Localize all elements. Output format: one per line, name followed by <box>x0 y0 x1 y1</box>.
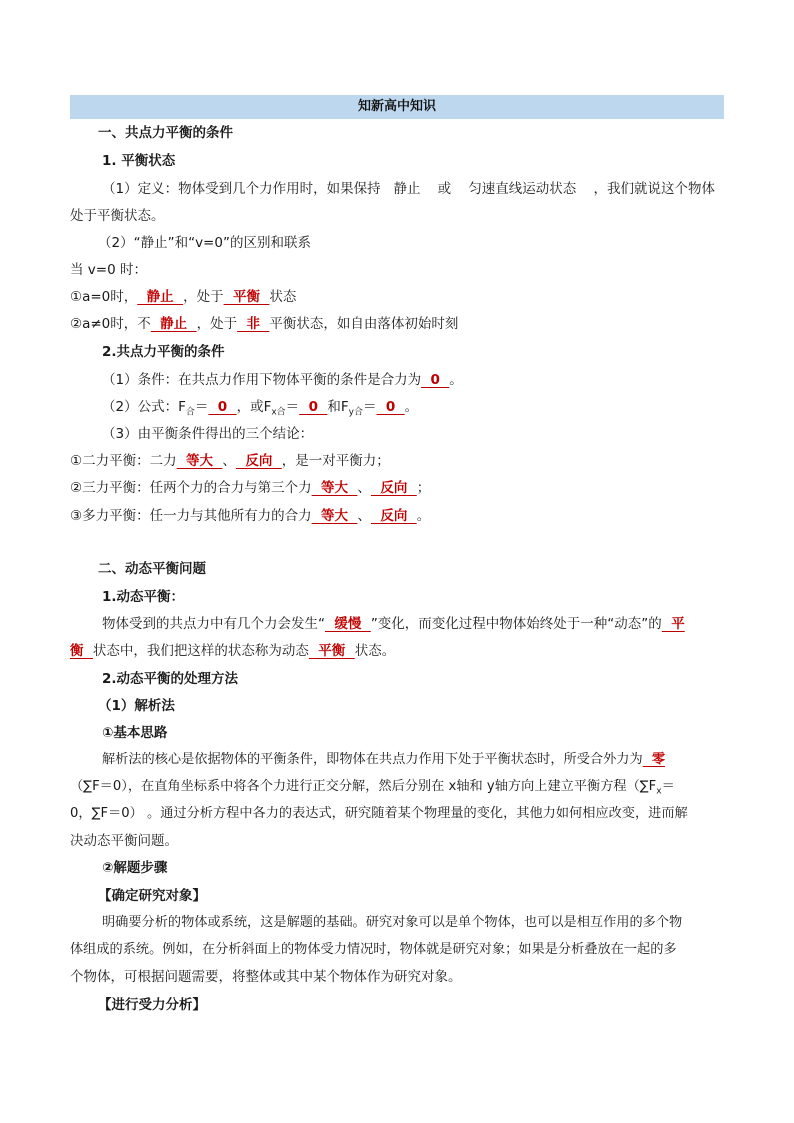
definition-line-2: 处于平衡状态。 <box>70 208 165 224</box>
text: ③多力平衡：任一力与其他所有力的合力 <box>70 508 312 524</box>
answer: 平衡 <box>223 289 270 305</box>
answer: 等大 <box>176 453 223 469</box>
three-conclusions: （3）由平衡条件得出的三个结论： <box>102 426 314 442</box>
definition-line <box>70 180 725 198</box>
step-force-analysis: 【进行受力分析】 <box>98 997 206 1013</box>
answer: 反向 <box>235 453 282 469</box>
answer: 静止 <box>150 316 197 332</box>
text: ，处于 <box>196 316 238 332</box>
text: ，或F <box>236 399 272 415</box>
subsection-dynamic-balance: 1.动态平衡： <box>102 589 185 605</box>
text: ”变化，而变化过程中物体始终处于一种“动态”的 <box>370 616 662 632</box>
subscript: x合 <box>271 407 286 418</box>
text: 。 <box>404 399 419 415</box>
text: 、 <box>357 508 371 524</box>
text: ，我们就说这个物体 <box>593 181 715 197</box>
text: 状态 <box>269 289 297 305</box>
step-determine-object: 【确定研究对象】 <box>98 888 206 904</box>
answer: 静止 <box>137 289 184 305</box>
text: （1）条件：在共点力作用下物体平衡的条件是合力为 <box>102 372 422 388</box>
subsection-methods: 2.动态平衡的处理方法 <box>102 671 239 687</box>
text: 匀速直线运动状态 <box>468 181 577 197</box>
condition-line <box>70 371 725 389</box>
section-1-title: 一、共点力平衡的条件 <box>98 125 233 141</box>
text: 物体受到的共点力中有几个力会发生“ <box>102 616 325 632</box>
paragraph-1-line-2 <box>70 778 725 801</box>
answer: 反向 <box>370 480 417 496</box>
paragraph-2-line-1: 明确要分析的物体或系统，这是解题的基础。研究对象可以是单个物体，也可以是相互作用的多个物 <box>102 915 683 930</box>
basic-idea: ①基本思路 <box>102 725 168 741</box>
subscript: x <box>656 786 662 797</box>
answer: 0 <box>421 372 450 388</box>
text: ①a=0时， <box>70 289 138 305</box>
section-header-bar: 知新高中知识 <box>70 95 724 119</box>
paragraph-1-line-4: 决动态平衡问题。 <box>70 833 178 849</box>
answer: 反向 <box>370 508 417 524</box>
answer: 平 <box>661 616 685 632</box>
answer: 0 <box>376 399 405 415</box>
text: （∑F＝0），在直角坐标系中将各个力进行正交分解，然后分别在 x轴和 y轴方向上建立平衡方程（∑F <box>70 779 657 794</box>
answer: 缓慢 <box>325 616 371 632</box>
text: 解析法的核心是依据物体的平衡条件，即物体在共点力作用下处于平衡状态时，所受合外力为 <box>102 752 643 767</box>
text: 状态中，我们把这样的状态称为动态 <box>92 643 309 659</box>
conclusion-3 <box>70 507 725 525</box>
text: ＝ <box>194 399 209 415</box>
text: ，处于 <box>183 289 224 305</box>
subsection-balance-condition: 2.共点力平衡的条件 <box>102 344 225 360</box>
solution-steps: ②解题步骤 <box>102 860 168 876</box>
case-1 <box>70 288 725 306</box>
text: 和F <box>327 399 349 415</box>
formula-line <box>70 398 725 422</box>
text: 、 <box>222 453 236 469</box>
text: 。 <box>449 372 463 388</box>
dynamic-line-2 <box>70 642 725 660</box>
answer: 零 <box>642 752 666 767</box>
paragraph-2-line-3: 个物体，可根据问题需要，将整体或其中某个物体作为研究对象。 <box>70 969 462 985</box>
paragraph-1-line-3: 0，∑F＝0） 。通过分析方程中各力的表达式，研究随着某个物理量的变化，其他力如何相应改变，进而解 <box>70 806 688 821</box>
text: ②三力平衡：任两个力的合力与第三个力 <box>70 480 312 496</box>
text: ②a≠0时，不 <box>70 316 151 332</box>
text: 状态。 <box>354 643 396 659</box>
answer: 平衡 <box>308 643 355 659</box>
answer: 衡 <box>70 643 93 659</box>
text: ①二力平衡：二力 <box>70 453 177 469</box>
text: ＝ <box>285 399 300 415</box>
method-analytic: （1）解析法 <box>98 698 175 714</box>
subscript: y合 <box>348 407 363 418</box>
subsection-balance-state: 1. 平衡状态 <box>102 153 176 169</box>
answer: 0 <box>299 399 328 415</box>
subscript: 合 <box>185 407 195 418</box>
paragraph-1-line-1 <box>70 751 725 769</box>
dynamic-line-1 <box>70 615 725 633</box>
answer: 等大 <box>311 508 358 524</box>
conclusion-2 <box>70 479 725 497</box>
text: 。 <box>416 508 431 524</box>
text: ＝ <box>362 399 377 415</box>
section-2-title: 二、动态平衡问题 <box>98 561 206 577</box>
case-2 <box>70 315 725 333</box>
answer: 非 <box>237 316 270 332</box>
conclusion-1 <box>70 452 725 470</box>
answer: 0 <box>208 399 237 415</box>
text: （2）公式：F <box>102 399 186 415</box>
text: （1）定义：物体受到几个力作用时，如果保持 <box>102 181 381 197</box>
text: 、 <box>357 480 371 496</box>
text: ，是一对平衡力； <box>281 453 390 469</box>
when-v0: 当 v=0 时： <box>70 262 147 278</box>
text: ； <box>416 480 431 496</box>
text: 平衡状态，如自由落体初始时刻 <box>269 316 459 332</box>
text: 或 <box>437 181 452 197</box>
paragraph-2-line-2: 体组成的系统。例如，在分析斜面上的物体受力情况时，物体就是研究对象；如果是分析叠放在一起的多 <box>70 942 677 957</box>
text: 静止 <box>393 181 421 197</box>
question-2: （2）“静止”和“v=0”的区别和联系 <box>98 235 311 251</box>
text: ＝ <box>661 779 675 794</box>
answer: 等大 <box>311 480 358 496</box>
